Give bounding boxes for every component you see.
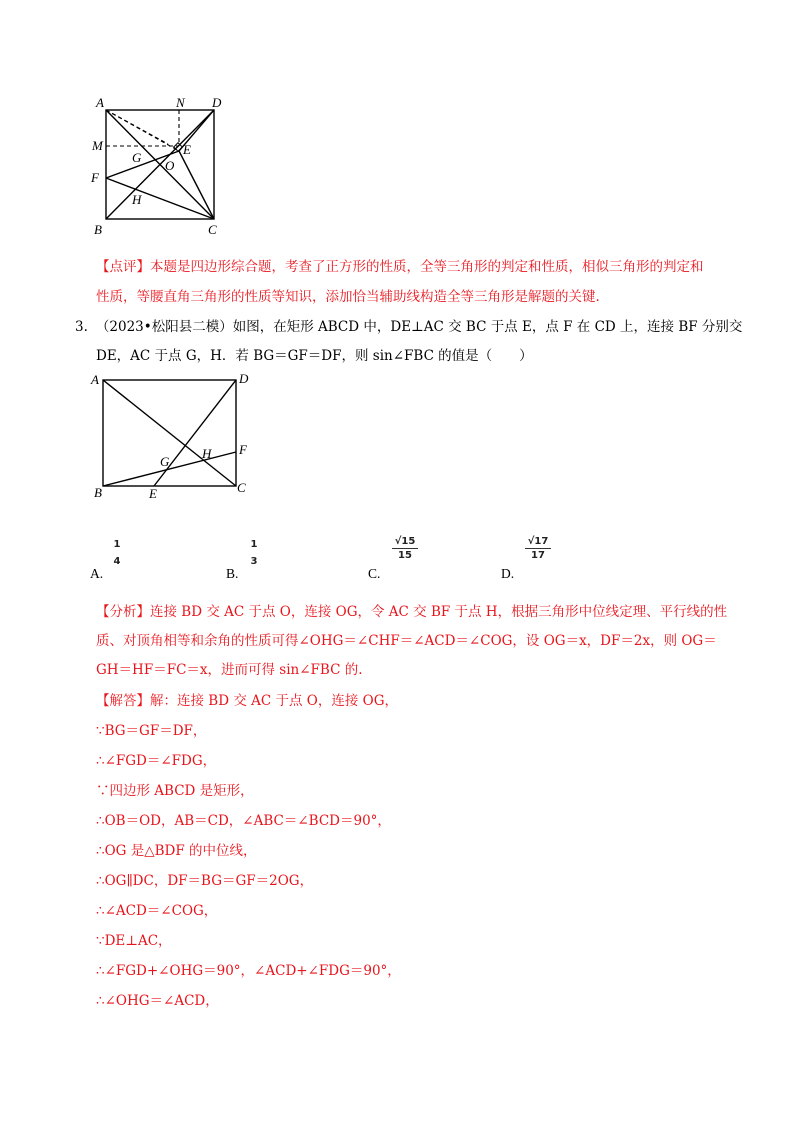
label-g: G [160, 454, 170, 469]
solution-step-2: ∴∠FGD＝∠FDG， [96, 753, 217, 769]
label-g: G [132, 150, 142, 165]
label-d: D [239, 371, 249, 386]
option-a-denominator: 4 [113, 556, 121, 567]
segment-bf [103, 452, 236, 486]
solution-text-0: 解：连接 BD 交 AC 于点 O，连接 OG， [150, 693, 398, 709]
analysis-tag: 【分析】 [96, 604, 150, 620]
solution-step-8: ∵DE⊥AC， [96, 933, 172, 949]
label-h: H [132, 192, 142, 207]
option-d-fraction [525, 536, 551, 561]
option-a-letter: A. [90, 566, 104, 581]
label-a: A [96, 95, 104, 110]
label-b: B [94, 222, 102, 237]
solution-line-0 [96, 692, 398, 710]
segment-fc [106, 178, 214, 219]
solution-step-6: ∴OG∥DC，DF＝BG＝GF＝2OG， [96, 873, 314, 889]
analysis-line-2: 质、对顶角相等和余角的性质可得∠OHG＝∠CHF＝∠ACD＝∠COG，设 OG＝x，DF＝2x，则 OG＝ [96, 633, 717, 649]
analysis-text-1: 连接 BD 交 AC 于点 O，连接 OG，令 AC 交 BF 于点 H，根据三角形中位线定理、平行线的性 [150, 604, 728, 620]
question-text-1: （2023•松阳县二模）如图，在矩形 ABCD 中，DE⊥AC 交 BC 于点 E，点 F 在 CD 上，连接 BF 分别交 [95, 319, 743, 335]
option-c-letter: C. [368, 566, 381, 581]
option-d[interactable] [501, 534, 571, 584]
option-c-numerator: √15 [394, 536, 416, 547]
question-line-1 [75, 318, 742, 336]
analysis-line-3: GH＝HF＝FC＝x，进而可得 sin∠FBC 的. [96, 662, 363, 678]
solution-step-5: ∴OG 是△BDF 的中位线， [96, 843, 257, 859]
label-f: F [239, 442, 247, 457]
option-b-numerator: 1 [250, 539, 258, 550]
option-a[interactable] [90, 534, 150, 584]
option-d-numerator: √17 [527, 536, 549, 547]
analysis-line-1 [96, 603, 727, 621]
solution-step-3: ∵四边形 ABCD 是矩形， [96, 783, 254, 799]
diagonal-ac [103, 380, 236, 486]
label-h: H [202, 446, 212, 461]
solution-tag: 【解答】 [96, 693, 150, 709]
option-b-denominator: 3 [250, 556, 258, 567]
option-c-fraction [392, 536, 418, 561]
option-c-denominator: 15 [398, 550, 412, 561]
solution-step-1: ∵BG＝GF＝DF， [96, 723, 207, 739]
label-a: A [91, 372, 99, 387]
label-c: C [208, 222, 217, 237]
figure-rectangle-diagram [88, 370, 268, 505]
solution-step-7: ∴∠ACD＝∠COG， [96, 903, 218, 919]
dashed-ae [106, 110, 179, 151]
question-number: 3. [75, 319, 88, 335]
solution-step-4: ∴OB＝OD，AB＝CD，∠ABC＝∠BCD＝90°， [96, 813, 391, 829]
option-a-fraction [111, 539, 123, 567]
label-n: N [176, 95, 185, 110]
label-m: M [92, 138, 103, 153]
option-b[interactable] [226, 534, 286, 584]
comment-line-2: 性质，等腰直角三角形的性质等知识，添加恰当辅助线构造全等三角形是解题的关键. [96, 289, 600, 305]
label-d: D [212, 95, 222, 110]
label-f: F [91, 170, 99, 185]
option-a-numerator: 1 [113, 539, 121, 550]
comment-tag: 【点评】 [96, 259, 150, 275]
option-c[interactable] [368, 534, 438, 584]
solution-step-9: ∴∠FGD+∠OHG＝90°，∠ACD+∠FDG＝90°， [96, 963, 401, 979]
option-d-denominator: 17 [531, 550, 545, 561]
label-o: O [165, 158, 175, 173]
question-line-2: DE，AC 于点 G，H．若 BG＝GF＝DF，则 sin∠FBC 的值是（ ） [96, 348, 533, 364]
label-b: B [94, 485, 102, 500]
option-b-letter: B. [226, 566, 239, 581]
option-d-letter: D. [501, 566, 515, 581]
segment-ec [179, 151, 214, 219]
figure-square-diagram [88, 92, 228, 240]
solution-step-10: ∴∠OHG＝∠ACD， [96, 993, 219, 1009]
label-e: E [183, 142, 191, 157]
label-c: C [237, 480, 246, 495]
dashed-ag [106, 110, 168, 144]
option-b-fraction [248, 539, 260, 567]
comment-line-1 [96, 258, 704, 276]
label-e: E [149, 486, 157, 501]
comment-text-1: 本题是四边形综合题，考查了正方形的性质，全等三角形的判定和性质，相似三角形的判定和 [150, 259, 704, 275]
